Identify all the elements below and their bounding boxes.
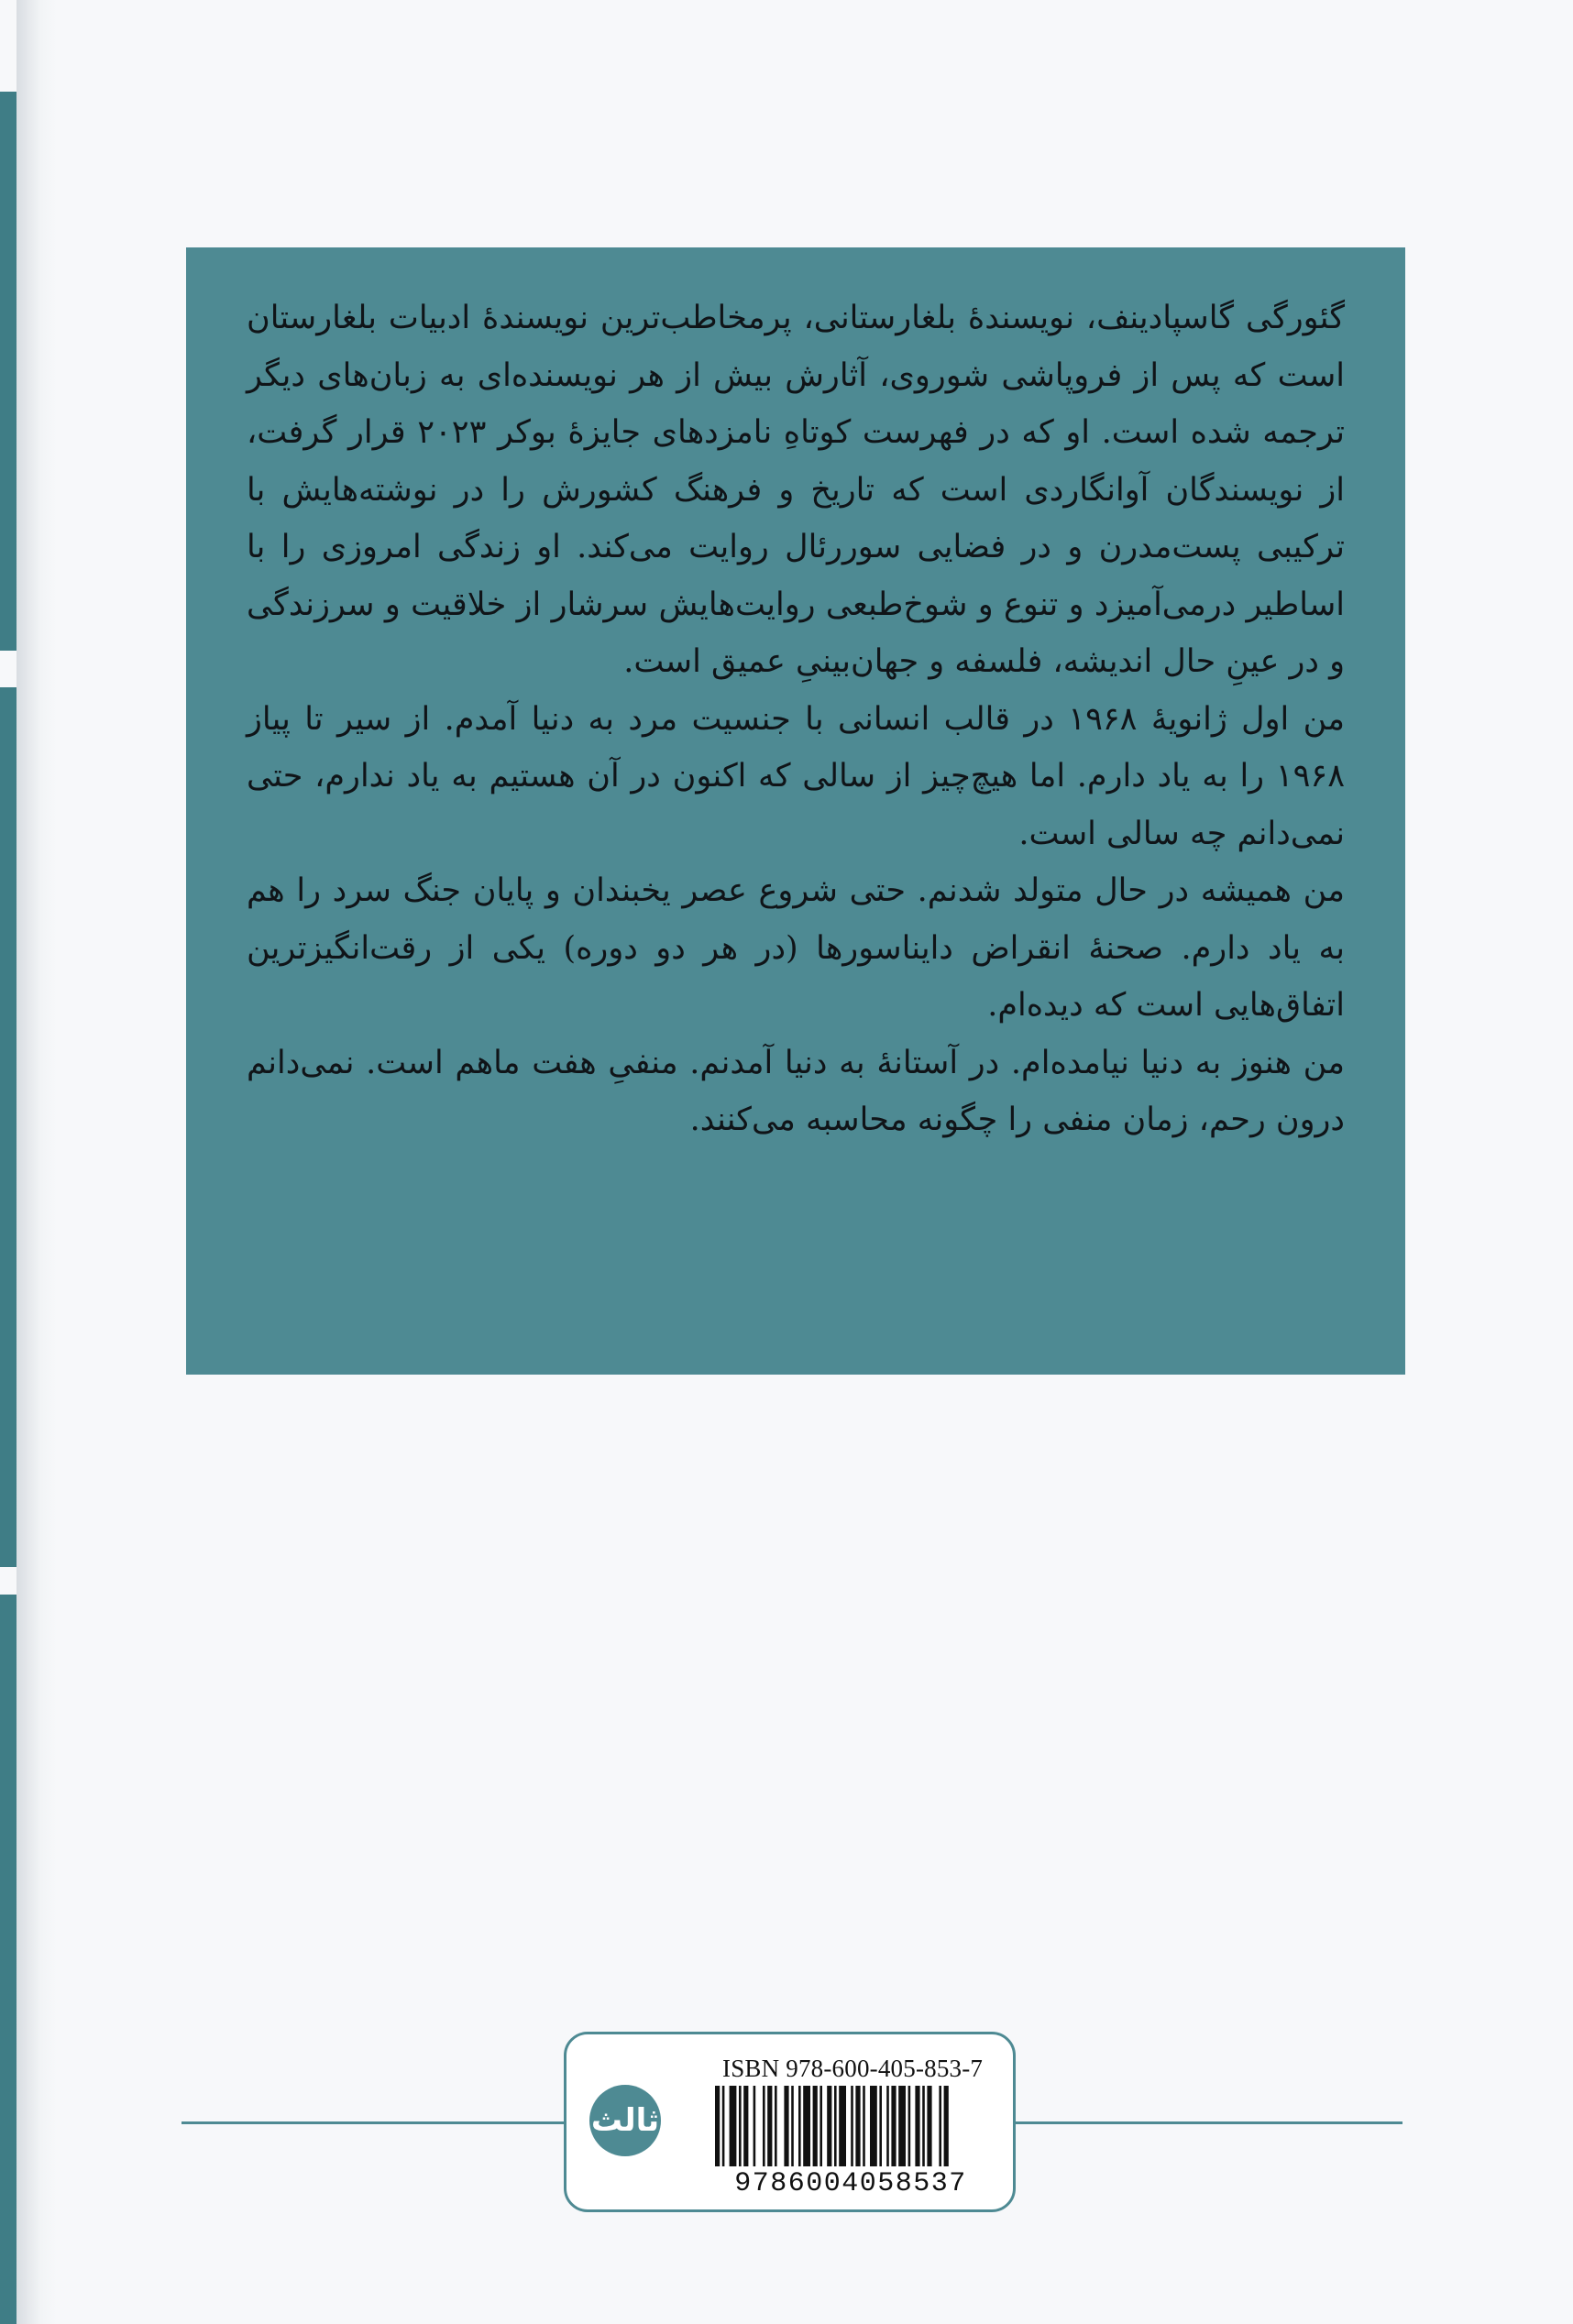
- barcode-bar: [739, 2086, 742, 2166]
- barcode-box: [564, 2032, 1016, 2212]
- barcode-bars: [713, 2086, 993, 2166]
- cover-edge-shadow: [16, 0, 57, 2324]
- barcode-bar: [743, 2086, 748, 2166]
- barcode-bar: [915, 2086, 919, 2166]
- barcode-bar: [763, 2086, 765, 2166]
- spine-strip-top: [0, 92, 16, 651]
- barcode-digits: 9786004058537: [734, 2168, 967, 2199]
- barcode-bar: [791, 2086, 794, 2166]
- bottom-rule-right: [1016, 2121, 1402, 2124]
- barcode-bar: [855, 2086, 860, 2166]
- barcode-bar: [775, 2086, 777, 2166]
- barcode-bar: [898, 2086, 906, 2166]
- barcode-bar: [944, 2086, 949, 2166]
- barcode-bar: [839, 2086, 846, 2166]
- barcode-bar: [939, 2086, 941, 2166]
- barcode-bar: [870, 2086, 877, 2166]
- isbn-label: ISBN 978-600-405-853-7: [722, 2055, 984, 2082]
- barcode-bar: [827, 2086, 831, 2166]
- barcode-bar: [886, 2086, 889, 2166]
- barcode-bar: [722, 2086, 725, 2166]
- barcode-bar: [813, 2086, 818, 2166]
- barcode-bar: [851, 2086, 853, 2166]
- barcode-bar: [767, 2086, 772, 2166]
- barcode-bar: [879, 2086, 882, 2166]
- quote-paragraph-1: من اول ژانویهٔ ۱۹۶۸ در قالب انسانی با جنسیت مرد به دنیا آمدم. از سیر تا پیاز ۱۹۶۸ را به یاد دارم. اما هیچ‌چیز از سالی که اکنون در آن هستیم به یاد ندارم، حتی نمی‌دانم چه سالی است.: [247, 700, 1345, 852]
- barcode-bar: [863, 2086, 865, 2166]
- barcode-bar: [927, 2086, 931, 2166]
- bottom-rule-left: [182, 2121, 566, 2124]
- quote-paragraph-2: من همیشه در حال متولد شدنم. حتی شروع عصر یخبندان و پایان جنگ سرد را هم به یاد دارم. صحنهٔ انقراض دایناسورها (در هر دو دوره) یکی از رقت‌انگیزترین اتفاق‌هایی است که دیده‌ام.: [247, 872, 1345, 1024]
- publisher-logo: ثالث: [589, 2085, 661, 2156]
- blurb-panel: [186, 247, 1405, 1375]
- barcode-bar: [798, 2086, 801, 2166]
- barcode-bar: [922, 2086, 925, 2166]
- barcode-bar: [803, 2086, 810, 2166]
- barcode-bar: [715, 2086, 720, 2166]
- barcode-bar: [784, 2086, 788, 2166]
- barcode-bar: [908, 2086, 911, 2166]
- barcode-bar: [754, 2086, 756, 2166]
- spine-strip-middle: [0, 687, 16, 1567]
- quote-paragraph-3: من هنوز به دنیا نیامده‌ام. در آستانهٔ به دنیا آمدنم. منفیِ هفت ماهم است. نمی‌دانم درون رحم، زمان منفی را چگونه محاسبه می‌کنند.: [247, 1044, 1345, 1138]
- barcode-bar: [834, 2086, 837, 2166]
- barcode-bar: [891, 2086, 896, 2166]
- barcode-bar: [820, 2086, 822, 2166]
- author-bio-paragraph: گئورگی گاسپادینف، نویسندهٔ بلغارستانی، پرمخاطب‌ترین نویسندهٔ ادبیات بلغارستان است که پس از فروپاشی شوروی، آثارش بیش از هر نویسنده‌ای به زبان‌های دیگر ترجمه شده است. او که در فهرست کوتاهِ نامزدهای جایزهٔ بوکر ۲۰۲۳ قرار گرفت، از نویسندگان آوانگاردی است که تاریخ و فرهنگ کشورش را در نوشته‌هایش با ترکیبی پست‌مدرن و در فضایی سوررئال روایت می‌کند. او زندگی امروزی را با اساطیر درمی‌آمیزد و تنوع و شوخ‌طبعی روایت‌هایش سرشار از خلاقیت و سرزندگی و در عینِ حال اندیشه، فلسفه و جهان‌بینیِ عمیق است.: [247, 300, 1345, 680]
- barcode-bar: [730, 2086, 737, 2166]
- spine-strip-bottom: [0, 1595, 16, 2324]
